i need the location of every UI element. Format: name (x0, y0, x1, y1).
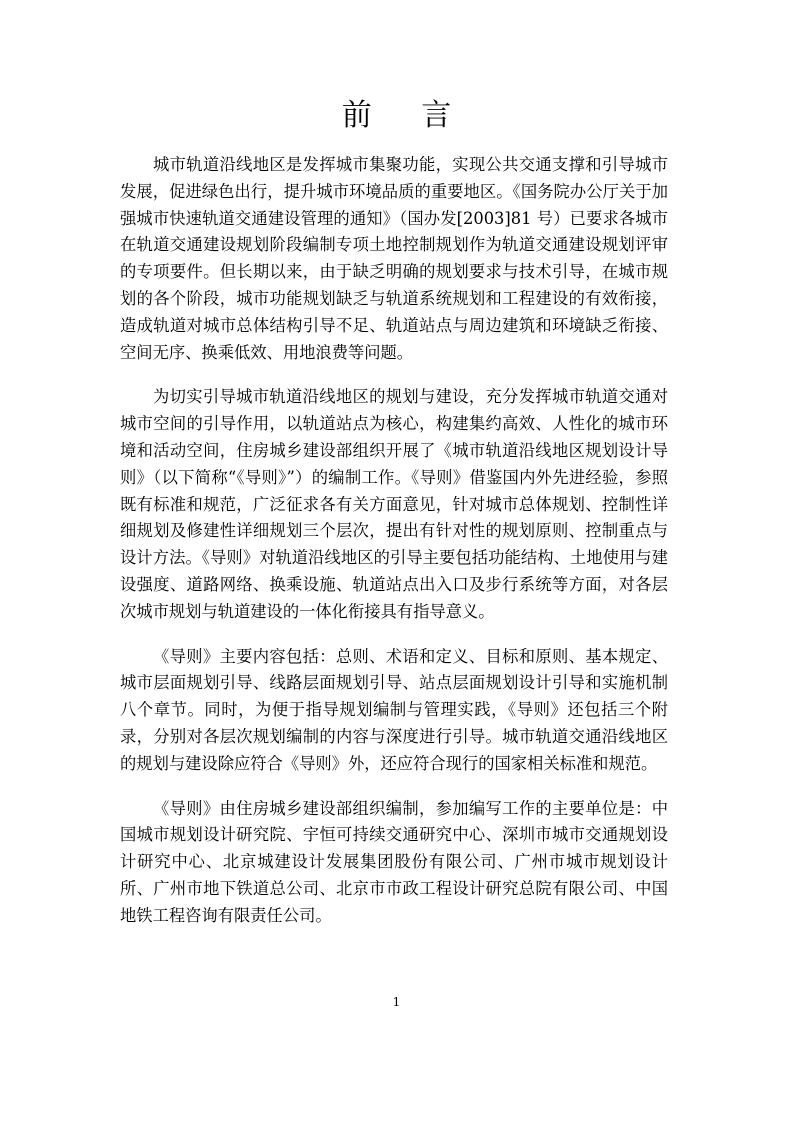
document-body (120, 152, 668, 948)
paragraph-4: 《导则》由住房城乡建设部组织编制，参加编写工作的主要单位是：中国城市规划设计研究院、宇恒可持续交通研究中心、深圳市城市交通规划设计研究中心、北京城建设计发展集团股份有限公司、广州市城市规划设计所、广州市地下铁道总公司、北京市市政工程设计研究总院有限公司、中国地铁工程咨询有限责任公司。 (120, 798, 668, 925)
page-title: 前 言 (341, 98, 472, 133)
page-number: 1 (392, 995, 401, 1009)
paragraph-3: 《导则》主要内容包括：总则、术语和定义、目标和原则、基本规定、城市层面规划引导、线路层面规划引导、站点层面规划设计引导和实施机制八个章节。同时，为便于指导规划编制与管理实践，《导则》还包括三个附录，分别对各层次规划编制的内容与深度进行引导。城市轨道交通沿线地区的规划与建设除应符合《导则》外，还应符合现行的国家相关标准和规范。 (120, 646, 668, 773)
paragraph-1: 城市轨道沿线地区是发挥城市集聚功能，实现公共交通支撑和引导城市发展，促进绿色出行，提升城市环境品质的重要地区。《国务院办公厅关于加强城市快速轨道交通建设管理的通知》（国办发[2003]81 号）已要求各城市在轨道交通建设规划阶段编制专项土地控制规划作为轨道交通建设规划评审的专项要件。但长期以来，由于缺乏明确的规划要求与技术引导，在城市规划的各个阶段，城市功能规划缺乏与轨道系统规划和工程建设的有效衔接，造成轨道对城市总体结构引导不足、轨道站点与周边建筑和环境缺乏衔接、空间无序、换乘低效、用地浪费等问题。 (120, 155, 668, 362)
paragraph-2: 为切实引导城市轨道沿线地区的规划与建设，充分发挥城市轨道交通对城市空间的引导作用，以轨道站点为核心，构建集约高效、人性化的城市环境和活动空间，住房城乡建设部组织开展了《城市轨道沿线地区规划设计导则》（以下简称“《导则》”）的编制工作。《导则》借鉴国内外先进经验，参照既有标准和规范，广泛征求各有关方面意见，针对城市总体规划、控制性详细规划及修建性详细规划三个层次，提出有针对性的规划原则、控制重点与设计方法。《导则》对轨道沿线地区的引导主要包括功能结构、土地使用与建设强度、道路网络、换乘设施、轨道站点出入口及步行系统等方面，对各层次城市规划与轨道建设的一体化衔接具有指导意义。 (120, 387, 668, 621)
